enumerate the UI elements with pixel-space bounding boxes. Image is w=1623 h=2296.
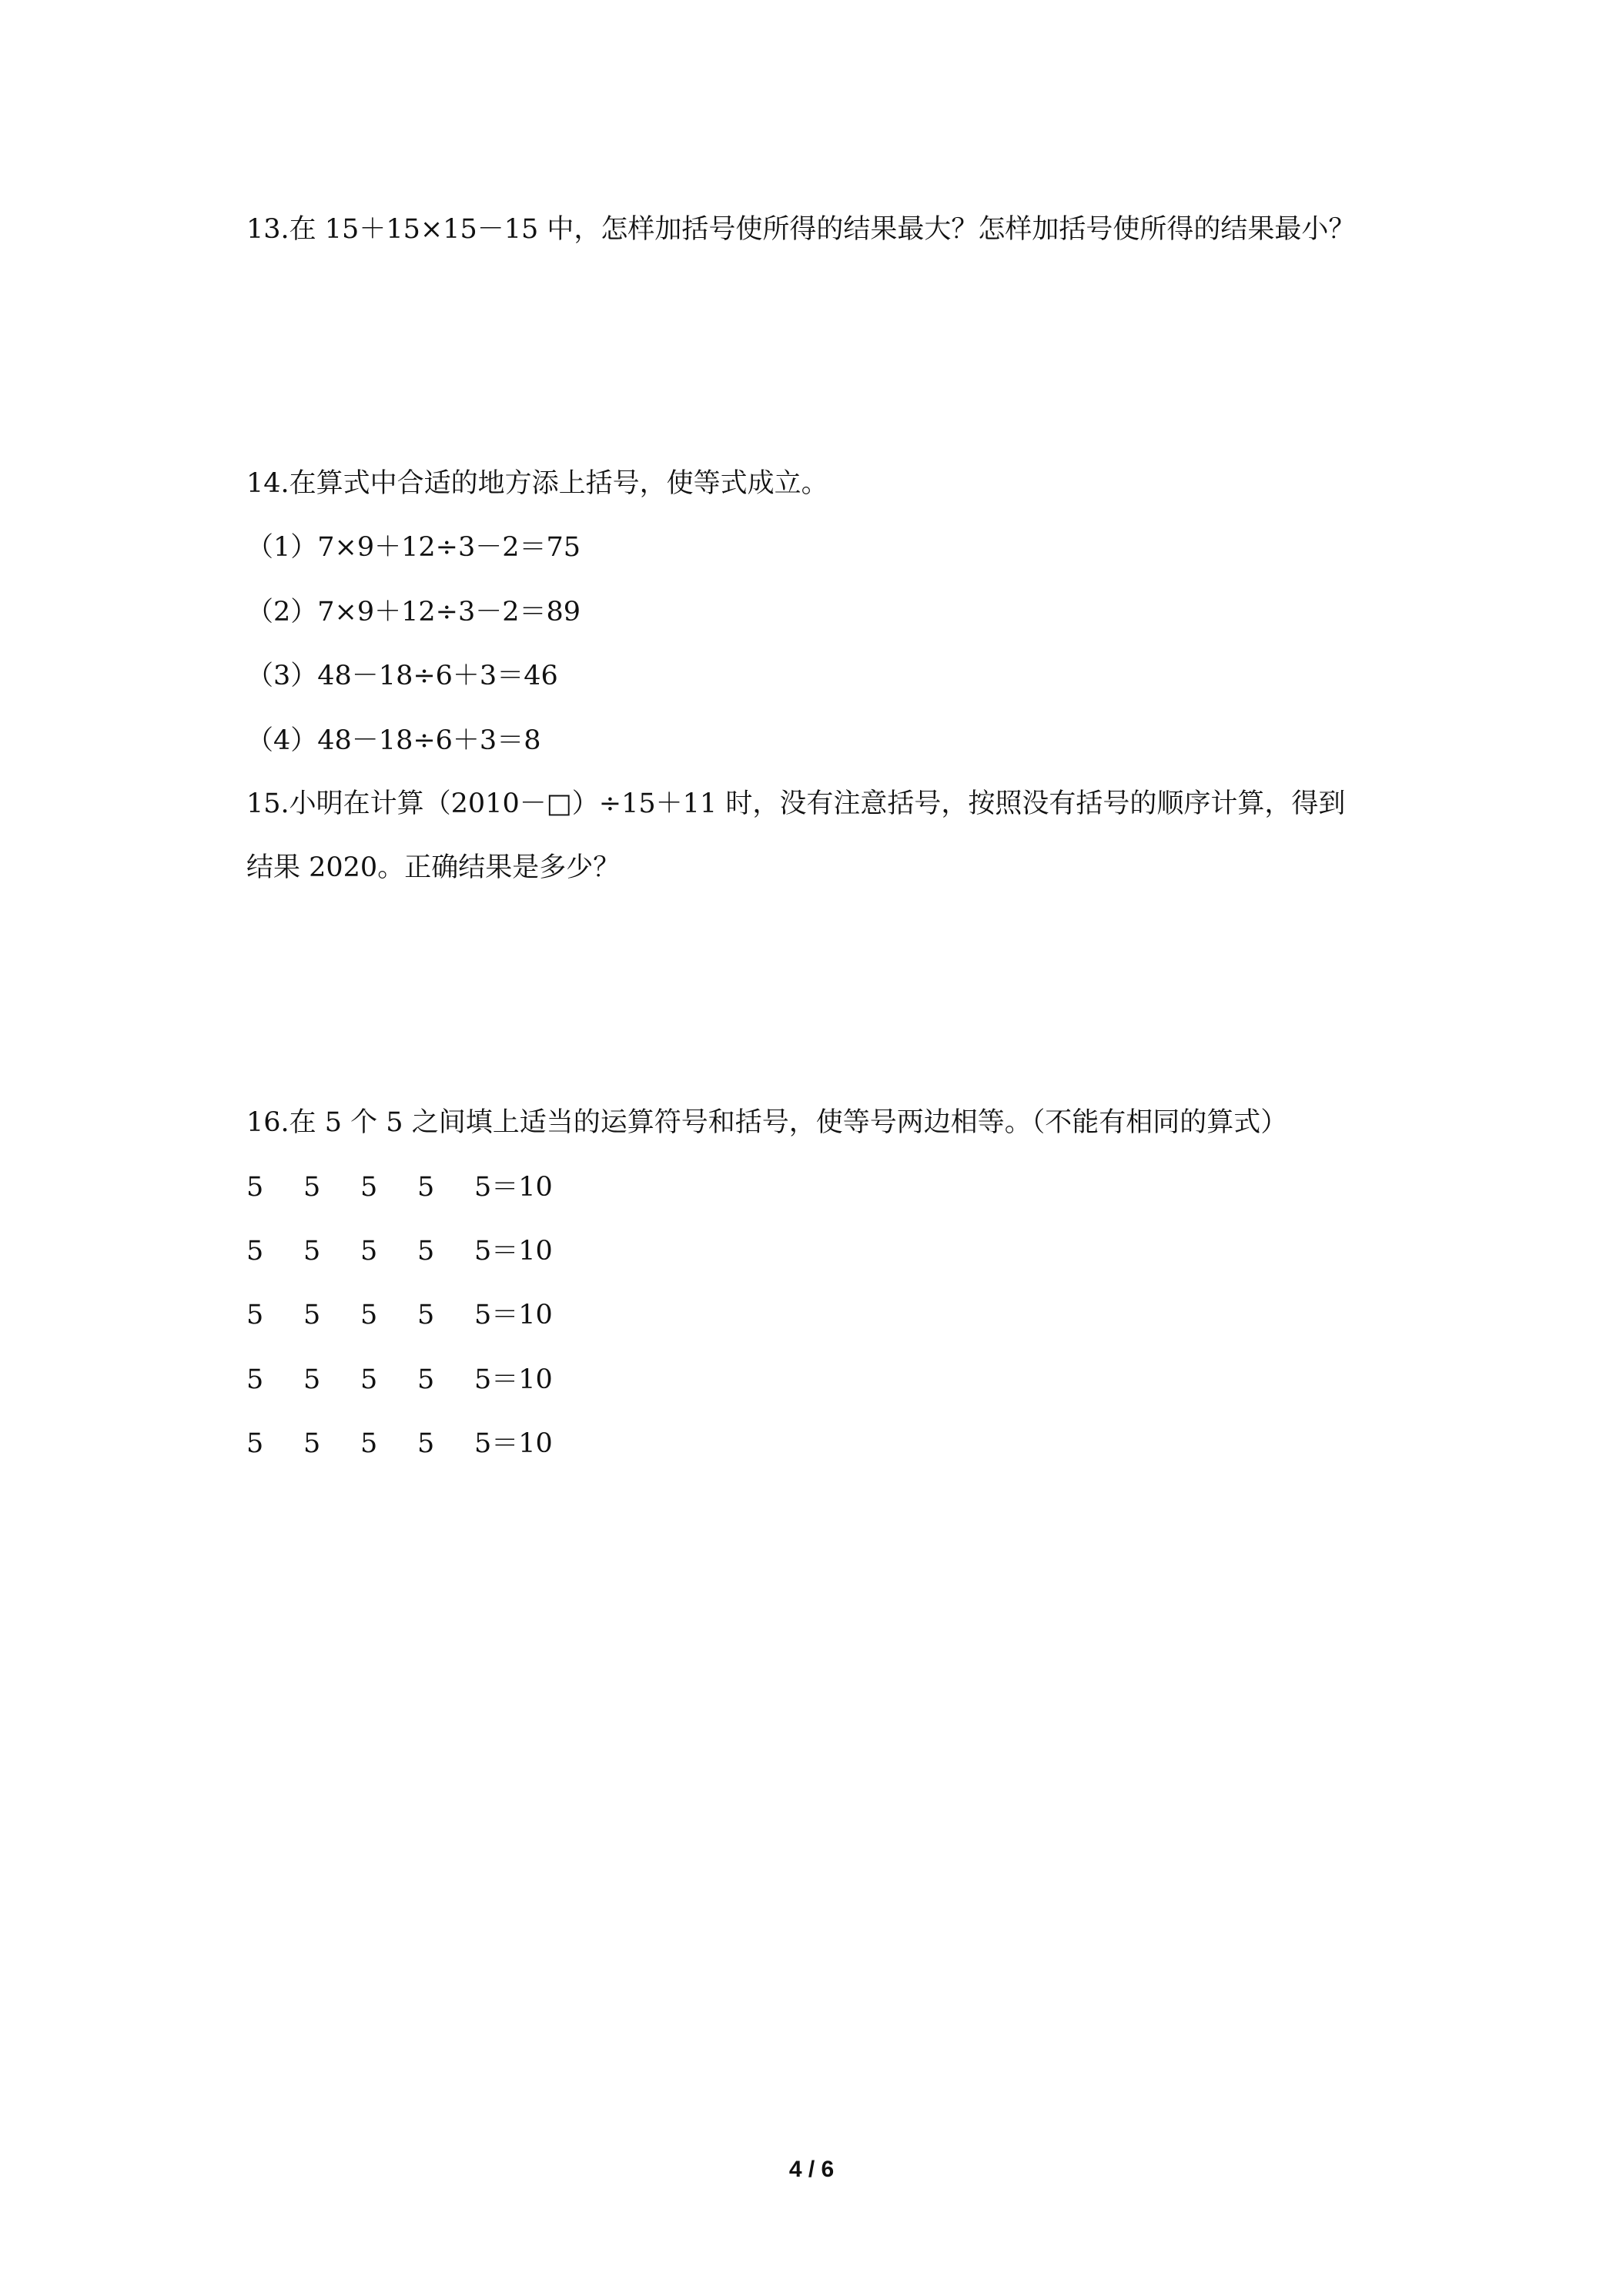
- equation-number: 5: [246, 1364, 264, 1395]
- equation-number: 5: [360, 1428, 378, 1459]
- equation-number: 5: [303, 1364, 321, 1395]
- equation-number: 5: [246, 1172, 264, 1203]
- equation-number: 5: [417, 1300, 435, 1330]
- page-number: 4 / 6: [788, 2157, 835, 2182]
- equation-number: 5: [303, 1236, 321, 1267]
- question-14-item-4: （4）48－18÷6＋3＝8: [246, 725, 541, 756]
- equation-result: 5＝10: [474, 1364, 553, 1395]
- question-14-stem: 14.在算式中合适的地方添上括号，使等式成立。: [246, 468, 828, 499]
- equation-number: 5: [303, 1428, 321, 1459]
- equation-number: 5: [360, 1172, 378, 1203]
- question-15-line-1: 15.小明在计算（2010－□）÷15＋11 时，没有注意括号，按照没有括号的顺序计算，得到: [246, 788, 1346, 819]
- equation-number: 5: [246, 1428, 264, 1459]
- equation-number: 5: [303, 1300, 321, 1330]
- question-14-item-1: （1）7×9＋12÷3－2＝75: [246, 532, 581, 563]
- question-14-item-3: （3）48－18÷6＋3＝46: [246, 661, 558, 691]
- equation-number: 5: [417, 1364, 435, 1395]
- equation-number: 5: [246, 1300, 264, 1330]
- question-15-line-2: 结果 2020。正确结果是多少？: [246, 852, 621, 883]
- equation-number: 5: [246, 1236, 264, 1267]
- equation-result: 5＝10: [474, 1236, 553, 1267]
- equation-result: 5＝10: [474, 1300, 553, 1330]
- equation-result: 5＝10: [474, 1428, 553, 1459]
- equation-result: 5＝10: [474, 1172, 553, 1203]
- question-16-stem: 16.在 5 个 5 之间填上适当的运算符号和括号，使等号两边相等。（不能有相同的算式）: [246, 1107, 1288, 1138]
- equation-number: 5: [303, 1172, 321, 1203]
- equation-number: 5: [417, 1172, 435, 1203]
- equation-number: 5: [360, 1236, 378, 1267]
- equation-number: 5: [417, 1236, 435, 1267]
- equation-number: 5: [360, 1364, 378, 1395]
- question-14-item-2: （2）7×9＋12÷3－2＝89: [246, 597, 581, 628]
- equation-number: 5: [360, 1300, 378, 1330]
- question-13: 13.在 15＋15×15－15 中，怎样加括号使所得的结果最大？怎样加括号使所得的结果最小？: [246, 214, 1356, 245]
- equation-number: 5: [417, 1428, 435, 1459]
